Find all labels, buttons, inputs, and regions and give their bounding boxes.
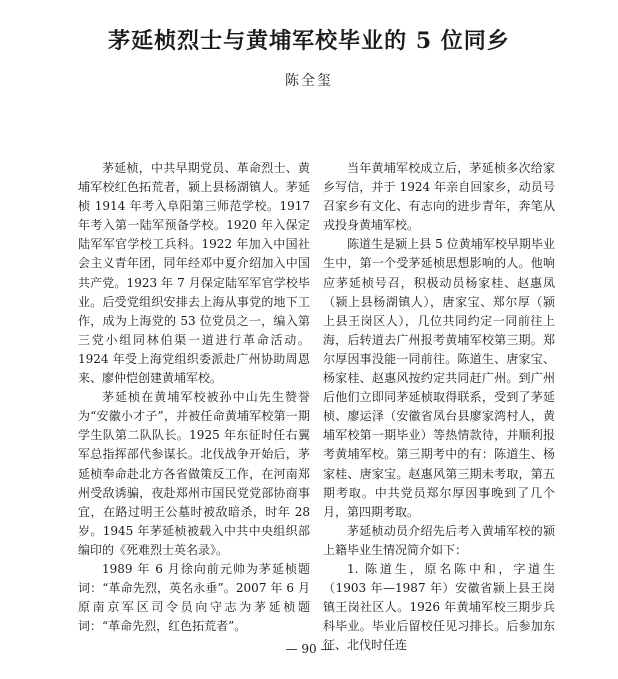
- paragraph: 当年黄埔军校成立后，茅延桢多次给家乡写信，并于 1924 年亲自回家乡，动员号召家乡有文化、有志向的进步青年，奔笔从戎投身黄埔军校。: [323, 161, 555, 233]
- article-author: 陈全玺: [285, 73, 333, 89]
- paragraph: 茅延桢动员介绍先后考入黄埔军校的颍上籍毕业生情况简介如下：: [323, 523, 555, 557]
- right-column: [323, 159, 555, 655]
- paragraph: 茅延桢在黄埔军校被孙中山先生赞誉为“安徽小才子”，并被任命黄埔军校第一期学生队第二队队长。1925 年东征时任右翼军总指挥部代参谋长。北伐战争开始后，茅延桢奉命赴北方各省做策反工作，在河南郑州受敌诱骗，夜赴郑州市国民党党部协商事宜，在路过明王公墓时被敌暗杀，时年 28 岁。1945 年茅延桢被载入中共中央组织部编印的《死难烈士英名录》。: [78, 390, 310, 557]
- paragraph: 陈道生是颍上县 5 位黄埔军校早期毕业生中，第一个受茅延桢思想影响的人。他响应茅延桢号召，积极动员杨家桂、赵惠凤（颍上县杨湖镇人），唐家宝、郑尔厚（颍上县王岗区人），几位共同约定一同前往上海，后转道去广州报考黄埔军校第三期。郑尔厚因事没能一同前往。陈道生、唐家宝、杨家桂、赵惠风按约定共同赶广州。到广州后他们立即同茅延桢取得联系，受到了茅延桢、廖运泽（安徽省凤台县廖家湾村人，黄埔军校第一期毕业）等热情款待，并顺利报考黄埔军校。第三期考中的有：陈道生、杨家桂、唐家宝。赵惠风第三期未考取，第五期考取。中共党员郑尔厚因事晚到了几个月，第四期考取。: [323, 237, 555, 519]
- paragraph: 茅延桢，中共早期党员、革命烈士、黄埔军校红色拓荒者，颍上县杨湖镇人。茅延桢 1914 年考入阜阳第三师范学校。1917 年考入第一陆军预备学校。1920 年入保定陆军军官学校工兵科。1922 年加入中国社会主义青年团，同年经邓中夏介绍加入中国共产党。1923 年 7 月保定陆军军官学校毕业。后受党组织安排去上海从事党的地下工作，成为上海党的 53 位党员之一，编入第三党小组同林伯渠一道进行革命活动。1924 年受上海党组织委派赴广州协助周恩来、廖仲恺创建黄埔军校。: [78, 161, 310, 386]
- paragraph: 1989 年 6 月徐向前元帅为茅延桢题词：“革命先烈，英名永垂”。2007 年 6 月原南京军区司令员向守志为茅延桢题词：“革命先烈，红色拓荒者”。: [78, 561, 310, 634]
- article-title: 茅延桢烈士与黄埔军校毕业的 5 位同乡: [108, 28, 510, 54]
- page-number: — 90 —: [285, 642, 333, 656]
- paragraph: 1. 陈道生，原名陈中和，字道生（1903 年—1987 年）安徽省颍上县王岗镇王岗社区人。1926 年黄埔军校三期步兵科毕业。毕业后留校任见习排长。后参加东征、北伐时任连: [323, 561, 555, 653]
- left-column: [78, 159, 310, 636]
